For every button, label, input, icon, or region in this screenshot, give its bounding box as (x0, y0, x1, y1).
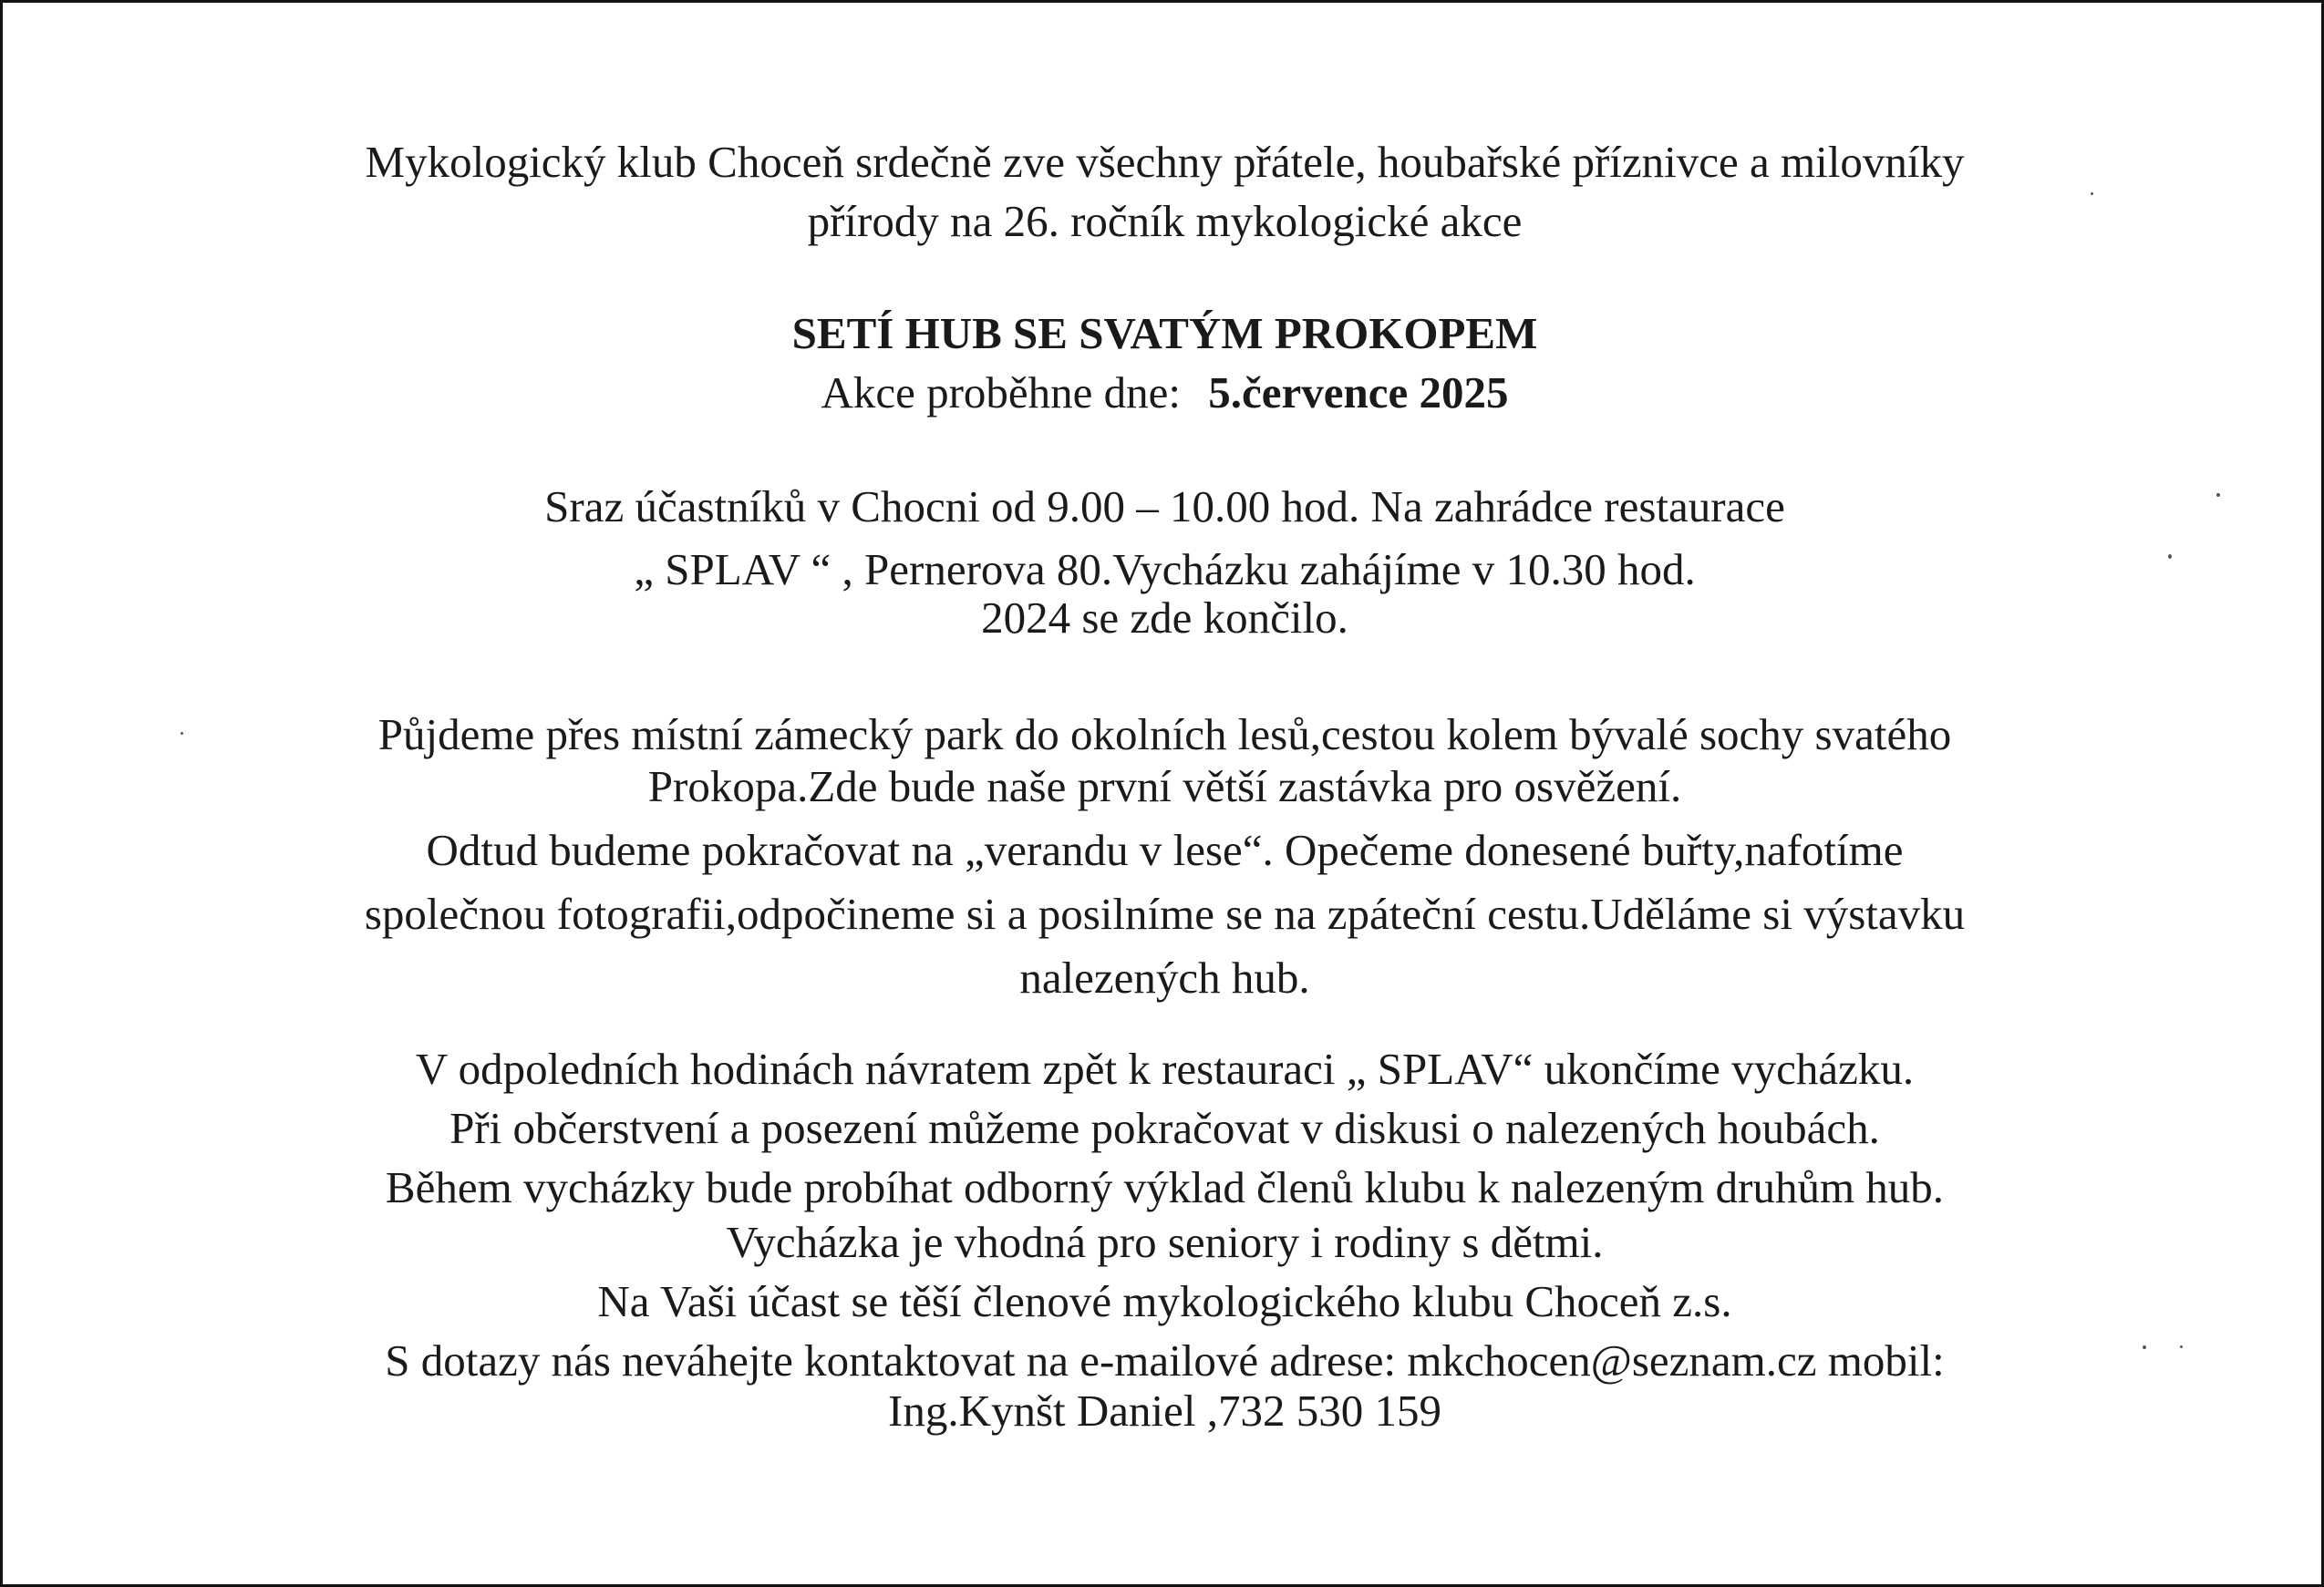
intro-line-2: přírody na 26. ročník mykologické akce (807, 196, 1523, 246)
route-line-4: společnou fotografii,odpočineme si a posilníme se na zpáteční cestu.Uděláme si výstavku (364, 889, 1966, 939)
scan-speck (2091, 192, 2093, 195)
scan-speck (2143, 1345, 2146, 1349)
meeting-line-1: Sraz účastníků v Chocni od 9.00 – 10.00 hod. Na zahrádce restaurace (544, 481, 1785, 531)
route-line-1: Půjdeme přes místní zámecký park do okolních lesů,cestou kolem bývalé sochy svatého (377, 709, 1952, 759)
closing-line-7: Ing.Kynšt Daniel ,732 530 159 (888, 1386, 1441, 1436)
meeting-line-3: 2024 se zde končilo. (981, 593, 1348, 643)
closing-line-6: S dotazy nás neváhejte kontaktovat na e-mailové adrese: mkchocen@seznam.cz mobil: (385, 1335, 1945, 1386)
intro-line-1: Mykologický klub Choceň srdečně zve všechny přátele, houbařské příznivce a milovníky (365, 137, 1965, 187)
event-date-label: Akce proběhne dne: (821, 367, 1182, 417)
event-date-value: 5.července 2025 (1208, 367, 1509, 417)
closing-line-2: Při občerstvení a posezení můžeme pokračovat v diskusi o nalezených houbách. (449, 1103, 1880, 1153)
scan-speck (2216, 493, 2220, 497)
closing-line-3: Během vycházky bude probíhat odborný výklad členů klubu k nalezeným druhům hub. (385, 1162, 1945, 1212)
scan-speck (181, 732, 183, 735)
closing-line-5: Na Vaši účast se těší členové mykologického klubu Choceň z.s. (597, 1276, 1732, 1326)
event-title: SETÍ HUB SE SVATÝM PROKOPEM (791, 308, 1538, 358)
route-line-3: Odtud budeme pokračovat na „verandu v lese“. Opečeme donesené buřty,nafotíme (426, 825, 1904, 875)
meeting-line-2: „ SPLAV “ , Pernerova 80.Vycházku zahájíme v 10.30 hod. (634, 544, 1696, 594)
closing-line-1: V odpoledních hodinách návratem zpět k restauraci „ SPLAV“ ukončíme vycházku. (415, 1044, 1915, 1094)
scan-speck (2168, 554, 2172, 559)
closing-line-4: Vycházka je vhodná pro seniory i rodiny s dětmi. (726, 1217, 1604, 1267)
event-date (3, 366, 2324, 420)
route-line-5: nalezených hub. (1019, 953, 1310, 1003)
scan-speck (2180, 1345, 2183, 1348)
route-line-2: Prokopa.Zde bude naše první větší zastávka pro osvěžení. (647, 761, 1682, 811)
